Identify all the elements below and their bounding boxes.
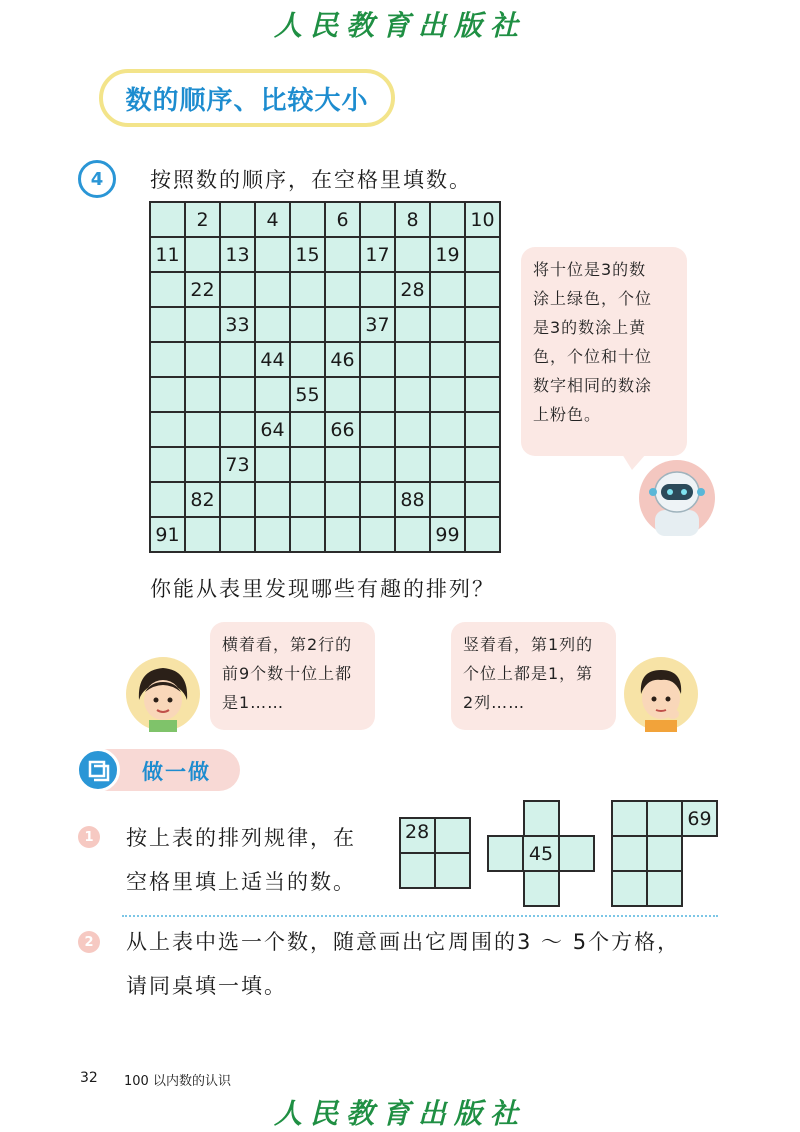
hundred-chart-cell [186, 378, 221, 413]
robot-bubble-line: 涂上绿色，个位 [533, 289, 653, 308]
hundred-chart-cell [326, 238, 361, 273]
hundred-chart-cell [291, 203, 326, 238]
hundred-chart-cell [361, 483, 396, 518]
hundred-chart-cell [361, 378, 396, 413]
hundred-chart-cell [466, 448, 501, 483]
hundred-chart-cell [256, 518, 291, 553]
hundred-chart-cell [431, 413, 466, 448]
hundred-chart-cell [466, 413, 501, 448]
mini-a-cell [401, 854, 436, 889]
hundred-chart-cell: 88 [396, 483, 431, 518]
hundred-chart-cell [186, 343, 221, 378]
hundred-chart-cell: 15 [291, 238, 326, 273]
hundred-chart-cell [221, 518, 256, 553]
hundred-chart-cell [291, 413, 326, 448]
mini-c-cell [611, 800, 648, 837]
exercise-1-line-1: 按上表的排列规律，在 [126, 826, 356, 850]
hundred-chart-cell: 28 [396, 273, 431, 308]
hundred-chart-cell: 66 [326, 413, 361, 448]
hundred-chart-cell [466, 273, 501, 308]
hundred-chart-cell [396, 343, 431, 378]
hundred-chart-cell [291, 343, 326, 378]
hundred-chart-cell [186, 413, 221, 448]
hundred-chart-cell [256, 308, 291, 343]
hundred-chart-cell: 17 [361, 238, 396, 273]
mini-c-cell [611, 835, 648, 872]
robot-bubble-line: 色，个位和十位 [533, 347, 653, 366]
hundred-chart-cell: 22 [186, 273, 221, 308]
hundred-chart-cell [466, 343, 501, 378]
hundred-chart-cell [466, 483, 501, 518]
robot-bubble-line: 上粉色。 [533, 405, 602, 424]
mini-c-cell [646, 870, 683, 907]
mini-a-cell [436, 819, 471, 854]
boy-bubble-line: 2列…… [463, 693, 526, 712]
mini-c-cell [646, 835, 683, 872]
chapter-title: 100 以内数的认识 [124, 1074, 231, 1089]
hundred-chart-cell [466, 378, 501, 413]
hundred-chart-cell [221, 203, 256, 238]
boy-speech-bubble [451, 622, 616, 730]
boy-bubble-line: 个位上都是1，第 [463, 664, 594, 683]
hundred-chart-cell: 44 [256, 343, 291, 378]
hundred-chart-cell: 46 [326, 343, 361, 378]
exercise-1-text [126, 816, 356, 904]
exercise-1-line-2: 空格里填上适当的数。 [126, 870, 356, 894]
mini-b-cell-bottom [523, 870, 560, 907]
mini-grid-c [611, 800, 721, 910]
hundred-chart-cell [361, 343, 396, 378]
robot-illustration [637, 458, 717, 538]
hundred-chart-cell [186, 448, 221, 483]
hundred-chart-cell [291, 273, 326, 308]
hundred-chart-cell [396, 378, 431, 413]
hundred-chart-cell [466, 238, 501, 273]
exercise-2-badge: 2 [78, 931, 100, 953]
hundred-chart-cell: 10 [466, 203, 501, 238]
robot-bubble-line: 将十位是3的数 [533, 260, 647, 279]
exercise-2-line-2: 请同桌填一填。 [126, 974, 287, 998]
hundred-chart-cell [361, 518, 396, 553]
hundred-chart-cell [326, 273, 361, 308]
hundred-chart-cell [361, 413, 396, 448]
robot-speech-bubble [521, 247, 687, 456]
hundred-chart-cell [326, 378, 361, 413]
mini-a-cell: 28 [401, 819, 436, 854]
girl-bubble-line: 横着看，第2行的 [222, 635, 353, 654]
hundred-chart-cell [291, 483, 326, 518]
hundred-chart-cell: 55 [291, 378, 326, 413]
publisher-logo-top: 人民教育出版社 [273, 9, 526, 42]
hundred-chart-cell [186, 308, 221, 343]
hundred-chart-cell [396, 238, 431, 273]
hundred-chart-cell [151, 273, 186, 308]
hundred-chart-cell: 19 [431, 238, 466, 273]
girl-bubble-line: 前9个数十位上都 [222, 664, 353, 683]
hundred-chart-cell [151, 203, 186, 238]
hundred-chart-cell [431, 343, 466, 378]
boy-bubble-line: 竖着看，第1列的 [463, 635, 594, 654]
hundred-chart-cell [431, 483, 466, 518]
hundred-chart-cell [396, 448, 431, 483]
hundred-chart-cell: 13 [221, 238, 256, 273]
hundred-chart-cell: 99 [431, 518, 466, 553]
hundred-chart-cell: 4 [256, 203, 291, 238]
hundred-chart-cell [256, 378, 291, 413]
mini-b-cell-top [523, 800, 560, 837]
hundred-chart-cell [291, 308, 326, 343]
robot-bubble-line: 是3的数涂上黄 [533, 318, 647, 337]
hundred-chart-cell [361, 273, 396, 308]
hundred-chart-cell [361, 448, 396, 483]
hundred-chart-cell: 64 [256, 413, 291, 448]
mini-grid-b [487, 800, 597, 910]
hundred-chart-cell [221, 273, 256, 308]
section-title: 数的顺序、比较大小 [99, 69, 395, 127]
hundred-chart-cell [431, 448, 466, 483]
hundred-chart-cell: 82 [186, 483, 221, 518]
girl-illustration [125, 656, 201, 732]
question-text: 按照数的顺序，在空格里填数。 [150, 168, 472, 192]
mini-b-cell-left [487, 835, 524, 872]
exercise-2-text [126, 920, 680, 1008]
hundred-chart-cell [186, 238, 221, 273]
mini-a-cell [436, 854, 471, 889]
publisher-logo-bottom: 人民教育出版社 [273, 1097, 526, 1130]
mini-grid-a [399, 817, 471, 889]
hundred-chart-cell [326, 518, 361, 553]
hundred-chart-cell [431, 378, 466, 413]
hundred-chart-cell [431, 273, 466, 308]
hundred-chart-cell [431, 308, 466, 343]
mini-b-cell-right [558, 835, 595, 872]
dotted-divider [122, 915, 718, 917]
hundred-chart-cell [361, 203, 396, 238]
hundred-chart-cell [326, 448, 361, 483]
hundred-chart [149, 201, 501, 553]
girl-bubble-line: 是1…… [222, 693, 285, 712]
hundred-chart-cell: 2 [186, 203, 221, 238]
hundred-chart-cell: 8 [396, 203, 431, 238]
robot-bubble-line: 数字相同的数涂 [533, 376, 653, 395]
hundred-chart-cell [151, 483, 186, 518]
hundred-chart-cell: 73 [221, 448, 256, 483]
hundred-chart-cell: 11 [151, 238, 186, 273]
hundred-chart-cell [151, 378, 186, 413]
hundred-chart-cell: 6 [326, 203, 361, 238]
mini-b-cell-center: 45 [522, 835, 560, 872]
hundred-chart-cell [221, 413, 256, 448]
discovery-prompt: 你能从表里发现哪些有趣的排列？ [150, 577, 495, 601]
hundred-chart-cell [396, 413, 431, 448]
page-number: 32 [80, 1070, 98, 1086]
hundred-chart-cell [431, 203, 466, 238]
hundred-chart-cell [291, 448, 326, 483]
hundred-chart-cell [151, 343, 186, 378]
mini-c-cell: 69 [681, 800, 718, 837]
hundred-chart-cell [221, 378, 256, 413]
hundred-chart-cell [151, 448, 186, 483]
question-number-badge: 4 [78, 160, 116, 198]
hundred-chart-cell [256, 273, 291, 308]
hundred-chart-cell [151, 413, 186, 448]
hundred-chart-cell [291, 518, 326, 553]
hundred-chart-cell: 91 [151, 518, 186, 553]
hundred-chart-cell [396, 518, 431, 553]
hundred-chart-cell [466, 518, 501, 553]
hundred-chart-cell [186, 518, 221, 553]
hundred-chart-cell [326, 483, 361, 518]
hundred-chart-cell [326, 308, 361, 343]
mini-c-cell [646, 800, 683, 837]
hundred-chart-cell [221, 483, 256, 518]
hundred-chart-cell [221, 343, 256, 378]
hundred-chart-cell [396, 308, 431, 343]
exercise-2-line-1: 从上表中选一个数，随意画出它周围的3 ～ 5个方格， [126, 930, 681, 954]
girl-speech-bubble [210, 622, 375, 730]
hundred-chart-cell [256, 448, 291, 483]
hundred-chart-cell [256, 238, 291, 273]
boy-illustration [623, 656, 699, 732]
pencil-paper-icon [76, 748, 120, 792]
hundred-chart-cell [466, 308, 501, 343]
hundred-chart-cell [151, 308, 186, 343]
hundred-chart-cell: 37 [361, 308, 396, 343]
exercise-1-badge: 1 [78, 826, 100, 848]
do-it-label: 做一做 [142, 760, 211, 784]
hundred-chart-cell: 33 [221, 308, 256, 343]
hundred-chart-cell [256, 483, 291, 518]
mini-c-cell [611, 870, 648, 907]
